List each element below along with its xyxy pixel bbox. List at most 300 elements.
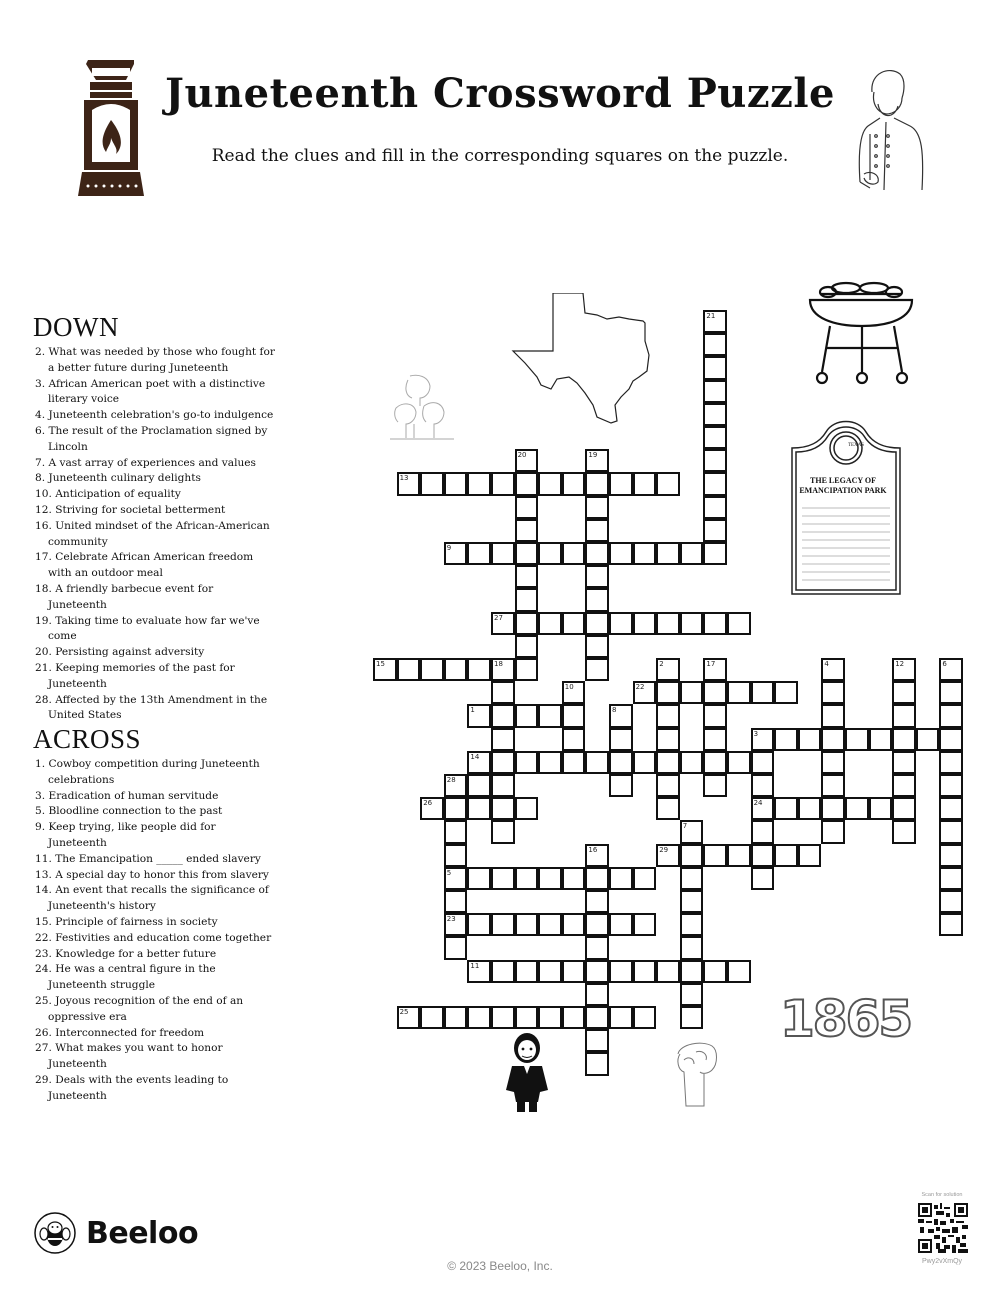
crossword-cell[interactable] — [467, 774, 491, 797]
crossword-cell[interactable] — [703, 658, 727, 681]
clue-number: 21 — [706, 312, 716, 320]
crossword-cell[interactable] — [892, 681, 916, 704]
clue-number: 7 — [682, 822, 688, 831]
crossword-cell[interactable] — [538, 751, 562, 774]
crossword-cell[interactable] — [585, 1052, 609, 1075]
crossword-cell[interactable] — [656, 751, 680, 774]
crossword-cell[interactable] — [680, 751, 704, 774]
crossword-cell[interactable] — [515, 867, 539, 890]
clue-number: 19 — [588, 451, 598, 460]
down-heading: DOWN — [33, 312, 119, 342]
across-clue: 1. Cowboy competition during Juneteenth celebrations — [35, 758, 260, 786]
down-clue: 21. Keeping memories of the past for Juneteenth — [35, 661, 235, 690]
crossword-cell[interactable] — [751, 797, 775, 820]
crossword-cell[interactable] — [892, 797, 916, 820]
qr-code-id: Pwy2vXmQy — [921, 1258, 963, 1265]
crossword-cell[interactable] — [562, 542, 586, 565]
crossword-cell[interactable] — [703, 844, 727, 867]
crossword-cell[interactable] — [491, 728, 515, 751]
crossword-cell[interactable] — [703, 426, 727, 449]
clue-number: 22 — [635, 683, 645, 692]
crossword-cell[interactable] — [467, 960, 491, 983]
crossword-cell[interactable] — [515, 913, 539, 936]
crossword-cell[interactable] — [680, 983, 704, 1006]
across-clue: 27. What makes you want to honor Juneteenth — [35, 1042, 223, 1071]
crossword-cell[interactable] — [562, 472, 586, 495]
crossword-cell[interactable] — [916, 728, 940, 751]
crossword-cell[interactable] — [585, 913, 609, 936]
crossword-cell[interactable] — [703, 333, 727, 356]
clue-number: 12 — [895, 660, 905, 668]
crossword-cell[interactable] — [680, 612, 704, 635]
across-clue: 13. A special day to honor this from slavery — [35, 868, 269, 881]
crossword-cell[interactable] — [609, 612, 633, 635]
crossword-cell[interactable] — [585, 519, 609, 542]
clue-number: 20 — [517, 451, 527, 460]
crossword-cell[interactable] — [562, 913, 586, 936]
across-clue: 23. Knowledge for a better future — [35, 947, 217, 960]
crossword-cell[interactable] — [585, 983, 609, 1006]
clue-number: 23 — [446, 915, 456, 924]
across-clue: 29. Deals with the events leading to Juneteenth — [35, 1073, 229, 1102]
crossword-cell[interactable] — [703, 496, 727, 519]
down-clue: 16. United mindset of the African-American community — [35, 519, 270, 548]
down-clue: 3. African American poet with a distinctive literary voice — [35, 377, 266, 406]
crossword-cell[interactable] — [444, 890, 468, 913]
across-clue: 14. An event that recalls the significance of Juneteenth's history — [35, 884, 269, 913]
qr-label: Scan for solution — [921, 1192, 963, 1198]
crossword-cell[interactable] — [703, 380, 727, 403]
clue-number: 3 — [753, 729, 759, 738]
crossword-cell[interactable] — [538, 704, 562, 727]
crossword-cell[interactable] — [467, 542, 491, 565]
crossword-cell[interactable] — [467, 1006, 491, 1029]
crossword-cell[interactable] — [609, 774, 633, 797]
crossword-cell[interactable] — [680, 890, 704, 913]
crossword-cell[interactable] — [703, 704, 727, 727]
raised-fist-illustration — [672, 1040, 720, 1114]
crossword-cell[interactable] — [444, 936, 468, 959]
down-clue: 18. A friendly barbecue event for Juneteenth — [35, 582, 214, 611]
crossword-cell[interactable] — [703, 310, 727, 333]
crossword-cell[interactable] — [633, 913, 657, 936]
crossword-cell[interactable] — [751, 681, 775, 704]
down-clue: 12. Striving for societal betterment — [35, 503, 226, 516]
crossword-cell[interactable] — [751, 867, 775, 890]
crossword-cell[interactable] — [821, 681, 845, 704]
down-clue: 6. The result of the Proclamation signed by Lincoln — [35, 424, 268, 453]
crossword-cell[interactable] — [656, 612, 680, 635]
sign-seal-label: TEXAS — [847, 443, 865, 448]
crossword-cell[interactable] — [727, 681, 751, 704]
down-clue: 28. Affected by the 13th Amendment in the United States — [35, 693, 268, 722]
crossword-cell[interactable] — [727, 612, 751, 635]
down-clue: 7. A vast array of experiences and values — [35, 456, 256, 469]
crossword-cell[interactable] — [703, 728, 727, 751]
crossword-cell[interactable] — [585, 1006, 609, 1029]
crossword-cell[interactable] — [538, 472, 562, 495]
across-clue: 3. Eradication of human servitude — [35, 789, 219, 802]
crossword-cell[interactable] — [585, 751, 609, 774]
crossword-cell[interactable] — [467, 472, 491, 495]
page-subtitle: Read the clues and fill in the corresponding squares on the puzzle. — [211, 146, 789, 166]
crossword-cell[interactable] — [420, 658, 444, 681]
crossword-cell[interactable] — [751, 844, 775, 867]
crossword-cell[interactable] — [821, 658, 845, 681]
solution-qr-code[interactable] — [918, 1203, 968, 1253]
crossword-cell[interactable] — [491, 913, 515, 936]
crossword-cell[interactable] — [444, 542, 468, 565]
crossword-cell[interactable] — [491, 1006, 515, 1029]
across-clue: 15. Principle of fairness in society — [35, 915, 218, 928]
across-clue: 25. Joyous recognition of the end of an oppressive era — [35, 994, 244, 1023]
clue-number: 1 — [470, 706, 475, 715]
crossword-cell[interactable] — [562, 867, 586, 890]
copyright-text: © 2023 Beeloo, Inc. — [447, 1259, 553, 1273]
bee-icon — [34, 1212, 76, 1254]
crossword-cell[interactable] — [680, 867, 704, 890]
crossword-cell[interactable] — [798, 728, 822, 751]
crossword-cell[interactable] — [703, 356, 727, 379]
crossword-cell[interactable] — [774, 728, 798, 751]
crossword-cell[interactable] — [585, 635, 609, 658]
crossword-cell[interactable] — [633, 542, 657, 565]
crossword-cell[interactable] — [444, 472, 468, 495]
crossword-cell[interactable] — [892, 774, 916, 797]
crossword-cell[interactable] — [562, 704, 586, 727]
crossword-cell[interactable] — [939, 820, 963, 843]
down-clue: 2. What was needed by those who fought for a better future during Juneteenth — [35, 346, 275, 374]
crossword-cell[interactable] — [515, 612, 539, 635]
crossword-cell[interactable] — [609, 913, 633, 936]
crossword-cell[interactable] — [845, 797, 869, 820]
across-heading: ACROSS — [33, 724, 142, 754]
clue-number: 9 — [446, 544, 452, 552]
crossword-cell[interactable] — [703, 519, 727, 542]
across-clue: 26. Interconnected for freedom — [35, 1026, 205, 1039]
crossword-cell[interactable] — [656, 472, 680, 495]
crossword-cell[interactable] — [656, 960, 680, 983]
crossword-cell[interactable] — [444, 774, 468, 797]
crossword-cell[interactable] — [703, 612, 727, 635]
down-clue: 8. Juneteenth culinary delights — [35, 472, 201, 485]
crossword-cell[interactable] — [467, 658, 491, 681]
crossword-cell[interactable] — [467, 913, 491, 936]
crossword-cell[interactable] — [585, 936, 609, 959]
crossword-cell[interactable] — [821, 751, 845, 774]
crossword-cell[interactable] — [515, 1006, 539, 1029]
crossword-cell[interactable] — [491, 542, 515, 565]
crossword-cell[interactable] — [420, 472, 444, 495]
across-clue: 11. The Emancipation _____ ended slavery — [35, 852, 261, 865]
crossword-cell[interactable] — [444, 844, 468, 867]
clue-number: 24 — [753, 799, 763, 808]
clue-number: 10 — [564, 683, 574, 692]
crossword-cell[interactable] — [939, 890, 963, 913]
crossword-cell[interactable] — [467, 704, 491, 727]
crossword-cell[interactable] — [939, 774, 963, 797]
crossword-cell[interactable] — [585, 658, 609, 681]
clue-number: 25 — [399, 1008, 409, 1016]
crossword-cell[interactable] — [821, 774, 845, 797]
crossword-cell[interactable] — [538, 867, 562, 890]
across-clue: 9. Keep trying, like people did for Juneteenth — [35, 821, 216, 849]
crossword-cell[interactable] — [633, 960, 657, 983]
crossword-cell[interactable] — [609, 751, 633, 774]
crossword-cell[interactable] — [467, 867, 491, 890]
crossword-cell[interactable] — [562, 728, 586, 751]
crossword-cell[interactable] — [491, 681, 515, 704]
crossword-cell[interactable] — [515, 751, 539, 774]
crossword-cell[interactable] — [585, 565, 609, 588]
clue-number: 14 — [470, 752, 480, 761]
crossword-cell[interactable] — [609, 472, 633, 495]
crossword-cell[interactable] — [585, 867, 609, 890]
crossword-cell[interactable] — [491, 658, 515, 681]
crossword-cell[interactable] — [420, 1006, 444, 1029]
crossword-cell[interactable] — [585, 588, 609, 611]
crossword-cell[interactable] — [703, 472, 727, 495]
crossword-cell[interactable] — [515, 797, 539, 820]
crossword-cell[interactable] — [515, 635, 539, 658]
crossword-cell[interactable] — [892, 820, 916, 843]
crossword-cell[interactable] — [821, 820, 845, 843]
crossword-cell[interactable] — [609, 1006, 633, 1029]
crossword-cell[interactable] — [397, 472, 421, 495]
across-clue: 22. Festivities and education come together — [35, 931, 272, 944]
crossword-cell[interactable] — [538, 960, 562, 983]
crossword-cell[interactable] — [515, 496, 539, 519]
crossword-cell[interactable] — [821, 704, 845, 727]
crossword-cell[interactable] — [656, 542, 680, 565]
clue-number: 17 — [706, 660, 716, 668]
crossword-cell[interactable] — [585, 612, 609, 635]
crossword-cell[interactable] — [703, 449, 727, 472]
across-clue: 24. He was a central figure in the Juneteenth struggle — [35, 963, 216, 992]
down-clue: 4. Juneteenth celebration's go-to indulgence — [35, 409, 274, 422]
crossword-cell[interactable] — [585, 472, 609, 495]
crossword-cell[interactable] — [562, 960, 586, 983]
crossword-cell[interactable] — [633, 612, 657, 635]
crossword-cell[interactable] — [727, 751, 751, 774]
crossword-cell[interactable] — [585, 496, 609, 519]
crossword-cell[interactable] — [515, 960, 539, 983]
crossword-cell[interactable] — [562, 612, 586, 635]
crossword-cell[interactable] — [444, 867, 468, 890]
crossword-cell[interactable] — [821, 728, 845, 751]
crossword-cell[interactable] — [656, 774, 680, 797]
crossword-cell[interactable] — [562, 681, 586, 704]
crossword-cell[interactable] — [774, 681, 798, 704]
crossword-cell[interactable] — [633, 472, 657, 495]
crossword-cell[interactable] — [703, 774, 727, 797]
crossword-cell[interactable] — [680, 681, 704, 704]
down-clue: 19. Taking time to evaluate how far we've come — [35, 614, 260, 643]
crossword-cell[interactable] — [680, 936, 704, 959]
crossword-cell[interactable] — [444, 797, 468, 820]
crossword-cell[interactable] — [751, 728, 775, 751]
crossword-cell[interactable] — [373, 658, 397, 681]
crossword-cell[interactable] — [491, 820, 515, 843]
crossword-cell[interactable] — [515, 565, 539, 588]
crossword-cell[interactable] — [892, 658, 916, 681]
crossword-cell[interactable] — [703, 403, 727, 426]
down-clue-list — [35, 345, 275, 724]
crossword-cell[interactable] — [491, 774, 515, 797]
crossword-cell[interactable] — [491, 797, 515, 820]
crossword-cell[interactable] — [656, 844, 680, 867]
crossword-cell[interactable] — [939, 658, 963, 681]
crossword-cell[interactable] — [515, 658, 539, 681]
crossword-cell[interactable] — [703, 960, 727, 983]
crossword-cell[interactable] — [656, 728, 680, 751]
crossword-cell[interactable] — [656, 681, 680, 704]
clue-number: 4 — [824, 660, 829, 668]
crossword-cell[interactable] — [609, 704, 633, 727]
crossword-cell[interactable] — [538, 1006, 562, 1029]
crossword-cell[interactable] — [939, 844, 963, 867]
clue-number: 11 — [470, 961, 480, 970]
crossword-cell[interactable] — [444, 1006, 468, 1029]
clue-number: 16 — [588, 845, 598, 854]
crossword-cell[interactable] — [515, 588, 539, 611]
lincoln-cartoon-illustration — [500, 1030, 554, 1118]
crossword-cell[interactable] — [939, 751, 963, 774]
crossword-cell[interactable] — [703, 542, 727, 565]
texas-map-illustration — [511, 293, 661, 437]
crossword-cell[interactable] — [633, 751, 657, 774]
down-clue: 10. Anticipation of equality — [35, 488, 181, 501]
crossword-cell[interactable] — [680, 960, 704, 983]
crossword-cell[interactable] — [703, 751, 727, 774]
crossword-cell[interactable] — [444, 820, 468, 843]
crossword-cell[interactable] — [633, 1006, 657, 1029]
crossword-cell[interactable] — [609, 867, 633, 890]
crossword-cell[interactable] — [656, 704, 680, 727]
clue-number: 5 — [446, 868, 452, 877]
crossword-cell[interactable] — [939, 797, 963, 820]
crossword-cell[interactable] — [727, 844, 751, 867]
crossword-cell[interactable] — [397, 658, 421, 681]
crossword-cell[interactable] — [538, 612, 562, 635]
crossword-cell[interactable] — [680, 913, 704, 936]
crossword-cell[interactable] — [491, 960, 515, 983]
general-portrait-illustration — [850, 62, 930, 194]
crossword-cell[interactable] — [680, 844, 704, 867]
crossword-cell[interactable] — [515, 519, 539, 542]
crossword-cell[interactable] — [467, 797, 491, 820]
crossword-cell[interactable] — [727, 960, 751, 983]
crossword-cell[interactable] — [538, 542, 562, 565]
crossword-cell[interactable] — [467, 751, 491, 774]
crossword-cell[interactable] — [798, 797, 822, 820]
crossword-cell[interactable] — [585, 1029, 609, 1052]
brand-name: Beeloo — [86, 1215, 199, 1251]
clue-number: 18 — [494, 660, 503, 668]
crossword-cell[interactable] — [491, 704, 515, 727]
grill-illustration — [806, 278, 918, 394]
crossword-cell[interactable] — [609, 542, 633, 565]
crossword-cell[interactable] — [751, 774, 775, 797]
across-clue: 5. Bloodline connection to the past — [35, 805, 223, 818]
crossword-cell[interactable] — [491, 612, 515, 635]
crossword-cell[interactable] — [845, 728, 869, 751]
crossword-cell[interactable] — [939, 728, 963, 751]
clue-number: 13 — [399, 474, 409, 483]
crossword-cell[interactable] — [585, 844, 609, 867]
crossword-cell[interactable] — [680, 1006, 704, 1029]
beeloo-logo — [34, 1212, 198, 1254]
crossword-cell[interactable] — [798, 844, 822, 867]
clue-number: 26 — [423, 799, 433, 808]
crossword-cell[interactable] — [491, 751, 515, 774]
crossword-cell[interactable] — [585, 890, 609, 913]
crossword-cell[interactable] — [491, 472, 515, 495]
clue-number: 27 — [494, 613, 503, 622]
crossword-cell[interactable] — [420, 797, 444, 820]
down-clue: 20. Persisting against adversity — [35, 646, 205, 659]
crossword-cell[interactable] — [515, 704, 539, 727]
crossword-cell[interactable] — [562, 1006, 586, 1029]
crossword-cell[interactable] — [869, 728, 893, 751]
crossword-cell[interactable] — [609, 728, 633, 751]
page-title: Juneteenth Crossword Puzzle — [165, 70, 835, 117]
crossword-cell[interactable] — [656, 797, 680, 820]
year-1865-art: 1865 — [780, 990, 912, 1048]
clue-number: 28 — [446, 776, 456, 784]
crossword-cell[interactable] — [491, 867, 515, 890]
crossword-cell[interactable] — [680, 542, 704, 565]
crossword-cell[interactable] — [939, 913, 963, 936]
across-clue-list — [35, 757, 275, 1105]
clue-number: 8 — [612, 706, 617, 715]
crossword-cell[interactable] — [585, 449, 609, 472]
crossword-cell[interactable] — [892, 728, 916, 751]
crossword-cell[interactable] — [680, 820, 704, 843]
crossword-cell[interactable] — [892, 704, 916, 727]
crossword-cell[interactable] — [515, 449, 539, 472]
crossword-cell[interactable] — [774, 797, 798, 820]
crossword-cell[interactable] — [751, 820, 775, 843]
crossword-cell[interactable] — [751, 751, 775, 774]
crossword-cell[interactable] — [515, 542, 539, 565]
crossword-cell[interactable] — [939, 867, 963, 890]
crossword-cell[interactable] — [609, 960, 633, 983]
crossword-cell[interactable] — [397, 1006, 421, 1029]
crossword-cell[interactable] — [703, 681, 727, 704]
crossword-cell[interactable] — [562, 751, 586, 774]
crossword-cell[interactable] — [656, 658, 680, 681]
crossword-cell[interactable] — [585, 542, 609, 565]
clue-number: 29 — [659, 845, 669, 854]
crossword-cell[interactable] — [633, 867, 657, 890]
crossword-cell[interactable] — [821, 797, 845, 820]
crossword-cell[interactable] — [515, 472, 539, 495]
crossword-cell[interactable] — [444, 658, 468, 681]
crossword-cell[interactable] — [444, 913, 468, 936]
clue-number: 15 — [376, 660, 385, 668]
crossword-cell[interactable] — [869, 797, 893, 820]
crossword-cell[interactable] — [633, 681, 657, 704]
crossword-cell[interactable] — [892, 751, 916, 774]
crossword-cell[interactable] — [774, 844, 798, 867]
crossword-cell[interactable] — [939, 704, 963, 727]
crossword-cell[interactable] — [585, 960, 609, 983]
raised-fists-illustration — [390, 372, 460, 446]
crossword-cell[interactable] — [538, 913, 562, 936]
down-clue: 17. Celebrate African American freedom with an outdoor meal — [35, 551, 254, 580]
crossword-cell[interactable] — [939, 681, 963, 704]
